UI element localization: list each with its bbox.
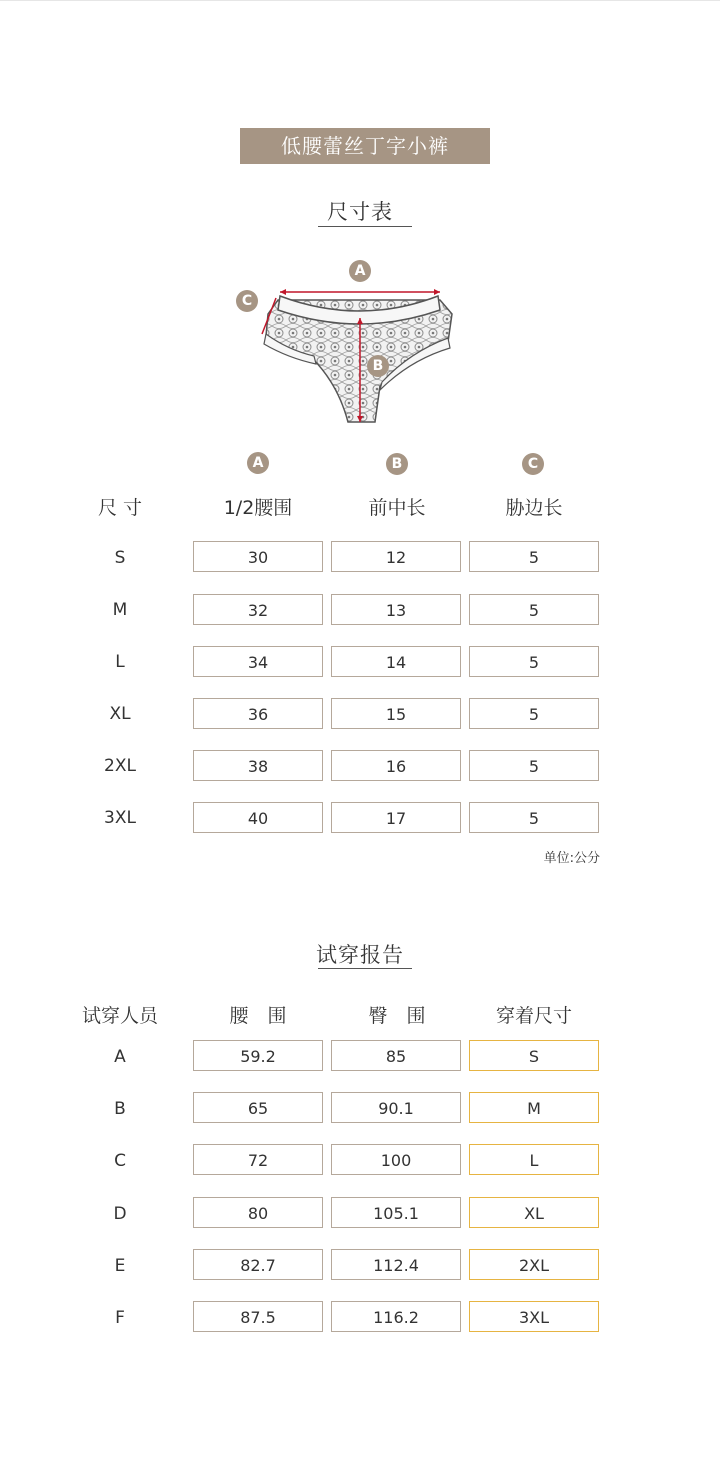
cell-side-length: 5 bbox=[469, 646, 599, 677]
cell-hip: 116.2 bbox=[331, 1301, 461, 1332]
cell-side-length: 5 bbox=[469, 594, 599, 625]
cell-waist: 82.7 bbox=[193, 1249, 323, 1280]
column-marker-c: C bbox=[522, 453, 544, 475]
row-person-label: F bbox=[115, 1308, 125, 1328]
header-waist: 腰 围 bbox=[229, 1005, 287, 1027]
cell-half-waist: 30 bbox=[193, 541, 323, 572]
cell-hip: 100 bbox=[331, 1144, 461, 1175]
cell-side-length: 5 bbox=[469, 698, 599, 729]
cell-half-waist: 34 bbox=[193, 646, 323, 677]
row-person-label: D bbox=[113, 1204, 127, 1224]
header-side-length: 胁边长 bbox=[505, 497, 563, 519]
column-marker-a: A bbox=[247, 452, 269, 474]
column-marker-b: B bbox=[386, 453, 408, 475]
cell-waist: 65 bbox=[193, 1092, 323, 1123]
cell-half-waist: 38 bbox=[193, 750, 323, 781]
diagram-label-c: C bbox=[236, 290, 258, 312]
cell-hip: 112.4 bbox=[331, 1249, 461, 1280]
cell-waist: 80 bbox=[193, 1197, 323, 1228]
cell-half-waist: 36 bbox=[193, 698, 323, 729]
cell-hip: 90.1 bbox=[331, 1092, 461, 1123]
row-size-label: M bbox=[112, 600, 128, 620]
row-size-label: S bbox=[114, 548, 126, 568]
row-person-label: C bbox=[114, 1151, 126, 1171]
cell-waist: 87.5 bbox=[193, 1301, 323, 1332]
row-size-label: XL bbox=[109, 704, 131, 724]
diagram-label-a: A bbox=[349, 260, 371, 282]
cell-worn-size: M bbox=[469, 1092, 599, 1123]
cell-side-length: 5 bbox=[469, 541, 599, 572]
row-person-label: B bbox=[114, 1099, 126, 1119]
cell-worn-size: 3XL bbox=[469, 1301, 599, 1332]
size-chart-title: 尺寸表 bbox=[327, 200, 393, 224]
cell-waist: 72 bbox=[193, 1144, 323, 1175]
fit-report-title: 试穿报告 bbox=[316, 943, 404, 967]
header-size: 尺 寸 bbox=[97, 497, 143, 519]
cell-front-rise: 17 bbox=[331, 802, 461, 833]
header-tester: 试穿人员 bbox=[81, 1005, 158, 1027]
diagram-label-b: B bbox=[367, 355, 389, 377]
garment-diagram-svg bbox=[230, 256, 470, 431]
header-hip: 臀 围 bbox=[368, 1005, 426, 1027]
cell-front-rise: 13 bbox=[331, 594, 461, 625]
fit-report-title-underline bbox=[318, 968, 412, 969]
cell-front-rise: 15 bbox=[331, 698, 461, 729]
cell-worn-size: S bbox=[469, 1040, 599, 1071]
cell-worn-size: XL bbox=[469, 1197, 599, 1228]
cell-half-waist: 32 bbox=[193, 594, 323, 625]
row-size-label: L bbox=[115, 652, 125, 672]
product-title-banner: 低腰蕾丝丁字小裤 bbox=[240, 128, 490, 164]
cell-front-rise: 16 bbox=[331, 750, 461, 781]
row-person-label: E bbox=[114, 1256, 126, 1276]
top-divider bbox=[0, 0, 720, 1]
row-size-label: 3XL bbox=[104, 808, 136, 828]
row-person-label: A bbox=[114, 1047, 126, 1067]
unit-note: 单位:公分 bbox=[543, 851, 600, 866]
cell-half-waist: 40 bbox=[193, 802, 323, 833]
cell-front-rise: 12 bbox=[331, 541, 461, 572]
cell-worn-size: 2XL bbox=[469, 1249, 599, 1280]
cell-waist: 59.2 bbox=[193, 1040, 323, 1071]
header-front-rise: 前中长 bbox=[368, 497, 426, 519]
row-size-label: 2XL bbox=[104, 756, 136, 776]
garment-diagram bbox=[230, 256, 470, 431]
cell-front-rise: 14 bbox=[331, 646, 461, 677]
cell-worn-size: L bbox=[469, 1144, 599, 1175]
cell-hip: 105.1 bbox=[331, 1197, 461, 1228]
cell-side-length: 5 bbox=[469, 802, 599, 833]
header-worn-size: 穿着尺寸 bbox=[495, 1005, 572, 1027]
header-half-waist: 1/2腰围 bbox=[223, 497, 293, 519]
cell-side-length: 5 bbox=[469, 750, 599, 781]
size-chart-title-underline bbox=[318, 226, 412, 227]
cell-hip: 85 bbox=[331, 1040, 461, 1071]
